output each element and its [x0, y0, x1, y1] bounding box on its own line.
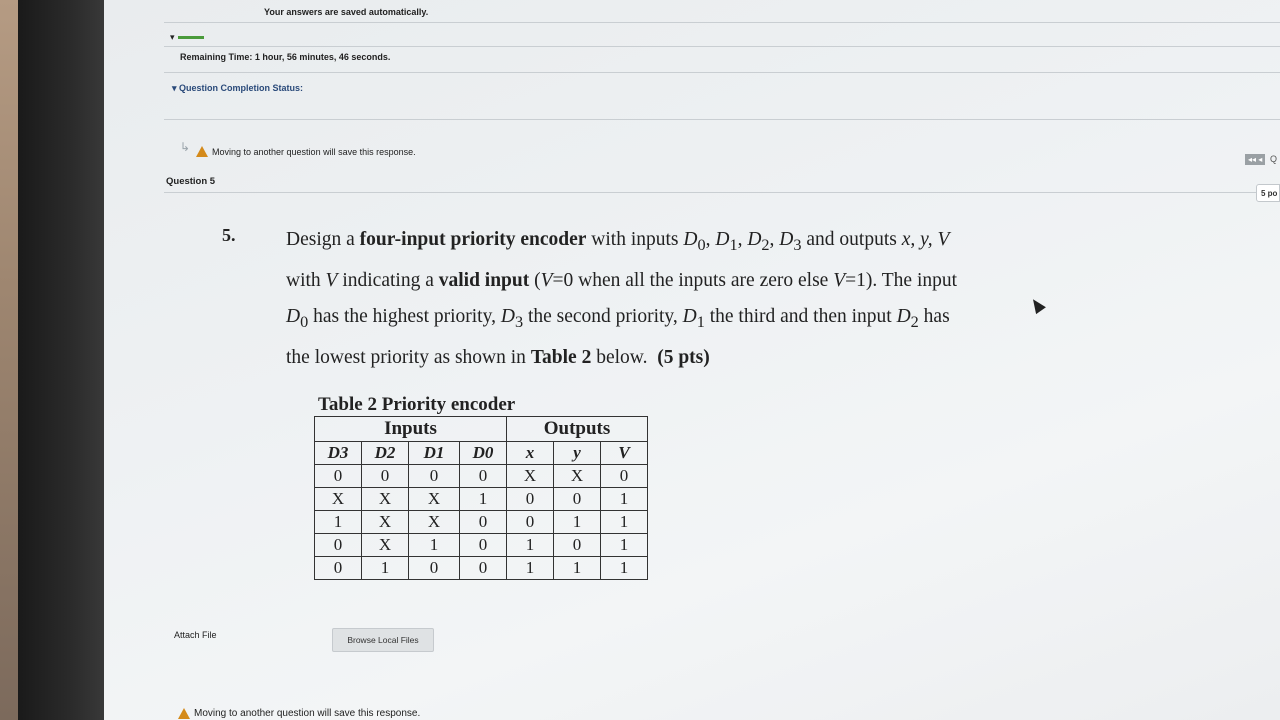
table-row — [315, 557, 648, 580]
table-cell: 0 — [507, 511, 554, 534]
table-cell: 1 — [601, 557, 648, 580]
table-cell: 1 — [362, 557, 409, 580]
completion-status-label: Question Completion Status: — [179, 83, 304, 93]
question-text: Design a four-input priority encoder with inputs $D_0$, $D_1$, $D_2$, $D_3$ and outputs x, y, V with V indicating a valid input (V=0 when all the inputs are zero else V=1). The input $D_0$ has the highest priority, $D_3$ the second priority, $D_1$ the third and then input $D_2$ has the lowest priority as shown in Table 2 below. (5 pts) — [286, 229, 958, 368]
exam-status-panel — [164, 22, 1280, 120]
column-header: D3 — [315, 442, 362, 465]
table-title: Table 2 Priority encoder — [318, 394, 516, 415]
table-cell: 0 — [315, 534, 362, 557]
monitor-bezel — [18, 0, 108, 720]
table-cell: X — [362, 488, 409, 511]
table-cell: 0 — [460, 511, 507, 534]
question-nav-q[interactable]: Q — [1270, 154, 1278, 164]
chevron-down-icon: ▾ — [172, 83, 180, 93]
table-cell: 0 — [554, 488, 601, 511]
browser-viewport — [104, 0, 1280, 720]
table-cell: 1 — [460, 488, 507, 511]
table-cell: 1 — [601, 511, 648, 534]
table-cell: 1 — [601, 488, 648, 511]
table-cell: 0 — [315, 557, 362, 580]
column-header: D1 — [409, 442, 460, 465]
table-row — [315, 511, 648, 534]
table-cell: 0 — [409, 557, 460, 580]
table-cell: 0 — [554, 534, 601, 557]
table-cell: 0 — [601, 465, 648, 488]
table-cell: 1 — [554, 557, 601, 580]
autosave-note: Your answers are saved automatically. — [264, 7, 429, 17]
warning-icon — [196, 146, 208, 157]
outputs-header: Outputs — [507, 417, 648, 442]
table-cell: X — [409, 511, 460, 534]
table-cell: 0 — [460, 534, 507, 557]
table-cell: X — [362, 534, 409, 557]
table-row — [315, 534, 648, 557]
table-cell: 0 — [460, 465, 507, 488]
save-warning: Moving to another question will save this response. — [212, 147, 416, 157]
table-cell: 1 — [315, 511, 362, 534]
column-header: V — [601, 442, 648, 465]
table-cell: 1 — [507, 534, 554, 557]
table-cell: 0 — [315, 465, 362, 488]
arrow-right-icon: ↳ — [180, 140, 191, 154]
table-cell: 1 — [507, 557, 554, 580]
column-header: D2 — [362, 442, 409, 465]
points-badge: 5 po — [1256, 184, 1280, 202]
table-cell: 1 — [601, 534, 648, 557]
table-cell: X — [554, 465, 601, 488]
divider — [164, 192, 1280, 193]
table-row — [315, 488, 648, 511]
warning-icon — [178, 708, 190, 719]
table-cell: X — [362, 511, 409, 534]
save-warning-bottom: Moving to another question will save this response. — [194, 708, 421, 719]
collapse-toggle-icon[interactable]: ▾ — [170, 32, 175, 42]
completion-status-toggle[interactable] — [172, 83, 303, 94]
table-cell: 0 — [507, 488, 554, 511]
browse-local-files-button[interactable]: Browse Local Files — [332, 628, 434, 652]
inputs-header: Inputs — [315, 417, 507, 442]
divider — [164, 72, 1280, 73]
question-label: Question 5 — [166, 176, 216, 187]
question-nav-arrows[interactable]: ◂◂ ◂ — [1245, 154, 1265, 165]
table-cell: X — [507, 465, 554, 488]
column-header: D0 — [460, 442, 507, 465]
table-cell: 1 — [554, 511, 601, 534]
priority-encoder-table — [314, 416, 648, 580]
table-cell: 1 — [409, 534, 460, 557]
column-header: y — [554, 442, 601, 465]
divider — [164, 46, 1280, 47]
progress-indicator — [178, 36, 204, 39]
table-cell: 0 — [409, 465, 460, 488]
table-cell: 0 — [362, 465, 409, 488]
mouse-cursor-icon — [1028, 296, 1046, 314]
table-row — [315, 465, 648, 488]
question-number: 5. — [222, 225, 236, 245]
table-cell: X — [315, 488, 362, 511]
table-cell: X — [409, 488, 460, 511]
remaining-time: Remaining Time: 1 hour, 56 minutes, 46 seconds. — [180, 52, 391, 62]
column-header: x — [507, 442, 554, 465]
attach-file-label: Attach File — [174, 630, 217, 640]
table-cell: 0 — [460, 557, 507, 580]
